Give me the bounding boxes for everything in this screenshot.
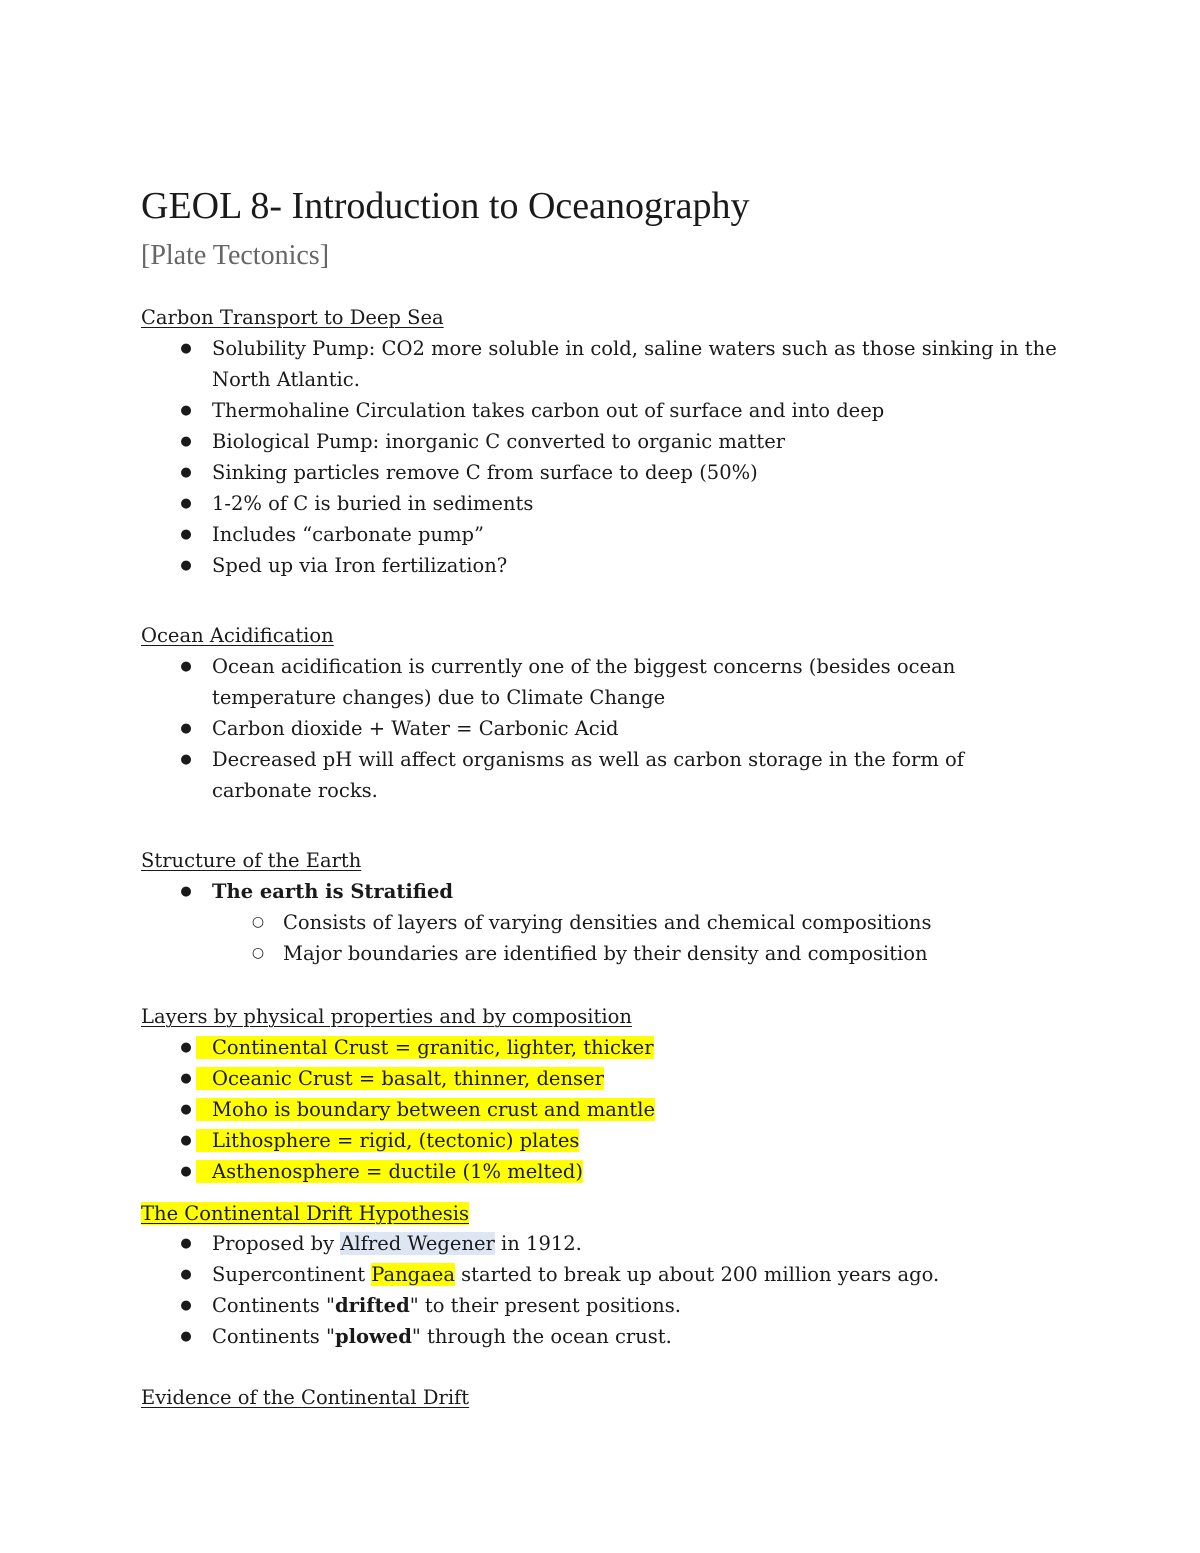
section-continental-drift bbox=[141, 1200, 1061, 1352]
highlighted-text: Continental Crust = granitic, lighter, thicker bbox=[196, 1036, 654, 1059]
list-item bbox=[141, 457, 1061, 488]
bullet-icon: ● bbox=[180, 1133, 192, 1148]
bullet-list bbox=[141, 1032, 1061, 1187]
list-item-text: 1-2% of C is buried in sediments bbox=[212, 492, 534, 515]
bullet-icon: ● bbox=[180, 1071, 192, 1086]
list-item-text: Includes “carbonate pump” bbox=[212, 523, 485, 546]
highlighted-text: Lithosphere = rigid, (tectonic) plates bbox=[196, 1129, 579, 1152]
highlighted-list-item bbox=[141, 1156, 1061, 1187]
bold-term: drifted bbox=[334, 1294, 410, 1317]
highlighted-text: Moho is boundary between crust and mantle bbox=[196, 1098, 655, 1121]
bullet-icon: ● bbox=[180, 659, 192, 674]
section-evidence bbox=[141, 1382, 1061, 1413]
section-heading: The Continental Drift Hypothesis bbox=[141, 1202, 470, 1225]
bullet-list bbox=[141, 876, 1061, 969]
sub-bullet-list bbox=[212, 907, 1061, 969]
list-item bbox=[141, 1321, 1061, 1352]
bullet-icon: ● bbox=[180, 1329, 192, 1344]
list-item bbox=[141, 519, 1061, 550]
list-item-text: Decreased pH will affect organisms as well as carbon storage in the form of carbonate rocks. bbox=[212, 748, 964, 802]
bullet-icon: ● bbox=[180, 465, 192, 480]
section-layers bbox=[141, 1001, 1061, 1187]
section-heading: Carbon Transport to Deep Sea bbox=[141, 306, 444, 329]
bullet-icon: ● bbox=[180, 341, 192, 356]
bullet-icon: ● bbox=[180, 884, 192, 899]
list-item-text: The earth is Stratified bbox=[212, 880, 453, 903]
bullet-icon: ● bbox=[180, 496, 192, 511]
text-segment: Proposed by bbox=[212, 1232, 341, 1255]
text-segment: Supercontinent bbox=[212, 1263, 372, 1286]
bold-term: plowed bbox=[334, 1325, 412, 1348]
list-item bbox=[141, 713, 1061, 744]
list-item bbox=[141, 1259, 1061, 1290]
text-segment: Continents " bbox=[212, 1325, 335, 1348]
list-item-text: Ocean acidification is currently one of the biggest concerns (besides ocean temperature changes) due to Climate Change bbox=[212, 655, 956, 709]
section-heading: Ocean Acidification bbox=[141, 624, 334, 647]
highlighted-term: Pangaea bbox=[371, 1263, 455, 1286]
list-item bbox=[141, 333, 1061, 395]
sub-list-item-text: Consists of layers of varying densities and chemical compositions bbox=[283, 911, 932, 934]
sub-list-item bbox=[212, 938, 1061, 969]
list-item-text: Biological Pump: inorganic C converted to organic matter bbox=[212, 430, 786, 453]
document-title: GEOL 8- Introduction to Oceanography bbox=[141, 185, 750, 227]
bullet-icon: ● bbox=[180, 1102, 192, 1117]
bullet-icon: ● bbox=[180, 1267, 192, 1282]
circle-bullet-icon: ○ bbox=[251, 914, 265, 930]
section-heading: Evidence of the Continental Drift bbox=[141, 1386, 470, 1409]
highlighted-list-item bbox=[141, 1125, 1061, 1156]
list-item bbox=[141, 550, 1061, 581]
person-name: Alfred Wegener bbox=[340, 1232, 495, 1255]
section-carbon-transport bbox=[141, 302, 1061, 581]
highlighted-list-item bbox=[141, 1063, 1061, 1094]
bullet-list bbox=[141, 333, 1061, 581]
section-ocean-acidification bbox=[141, 620, 1061, 806]
bullet-icon: ● bbox=[180, 721, 192, 736]
list-item-text: Sinking particles remove C from surface to deep (50%) bbox=[212, 461, 758, 484]
section-heading-wrapper bbox=[141, 1200, 1061, 1228]
list-item-text: Sped up via Iron fertilization? bbox=[212, 554, 508, 577]
highlighted-list-item bbox=[141, 1032, 1061, 1063]
bullet-icon: ● bbox=[180, 527, 192, 542]
list-item-text: Carbon dioxide + Water = Carbonic Acid bbox=[212, 717, 619, 740]
bullet-icon: ● bbox=[180, 1298, 192, 1313]
document-subtitle: [Plate Tectonics] bbox=[141, 240, 330, 271]
bullet-icon: ● bbox=[180, 752, 192, 767]
text-segment: in 1912. bbox=[494, 1232, 582, 1255]
text-segment: " through the ocean crust. bbox=[411, 1325, 672, 1348]
bullet-icon: ● bbox=[180, 434, 192, 449]
list-item-text: Solubility Pump: CO2 more soluble in cold, saline waters such as those sinking in the North Atlantic. bbox=[212, 337, 1057, 391]
bullet-icon: ● bbox=[180, 1164, 192, 1179]
list-item bbox=[141, 876, 1061, 969]
list-item bbox=[141, 744, 1061, 806]
list-item bbox=[141, 1290, 1061, 1321]
section-heading: Layers by physical properties and by composition bbox=[141, 1005, 632, 1028]
bullet-icon: ● bbox=[180, 1236, 192, 1251]
bullet-list bbox=[141, 1228, 1061, 1352]
bullet-icon: ● bbox=[180, 1040, 192, 1055]
sub-list-item-text: Major boundaries are identified by their density and composition bbox=[283, 942, 928, 965]
highlighted-list-item bbox=[141, 1094, 1061, 1125]
text-segment: started to break up about 200 million years ago. bbox=[454, 1263, 940, 1286]
bullet-icon: ● bbox=[180, 403, 192, 418]
bullet-icon: ● bbox=[180, 558, 192, 573]
highlighted-text: Asthenosphere = ductile (1% melted) bbox=[196, 1160, 583, 1183]
bullet-list bbox=[141, 651, 1061, 806]
list-item-text: Thermohaline Circulation takes carbon out of surface and into deep bbox=[212, 399, 885, 422]
list-item bbox=[141, 395, 1061, 426]
section-structure-of-earth bbox=[141, 845, 1061, 969]
circle-bullet-icon: ○ bbox=[251, 945, 265, 961]
list-item bbox=[141, 426, 1061, 457]
list-item bbox=[141, 1228, 1061, 1259]
highlighted-text: Oceanic Crust = basalt, thinner, denser bbox=[196, 1067, 604, 1090]
list-item bbox=[141, 488, 1061, 519]
text-segment: Continents " bbox=[212, 1294, 335, 1317]
text-segment: " to their present positions. bbox=[409, 1294, 681, 1317]
list-item bbox=[141, 651, 1061, 713]
sub-list-item bbox=[212, 907, 1061, 938]
section-heading: Structure of the Earth bbox=[141, 849, 362, 872]
